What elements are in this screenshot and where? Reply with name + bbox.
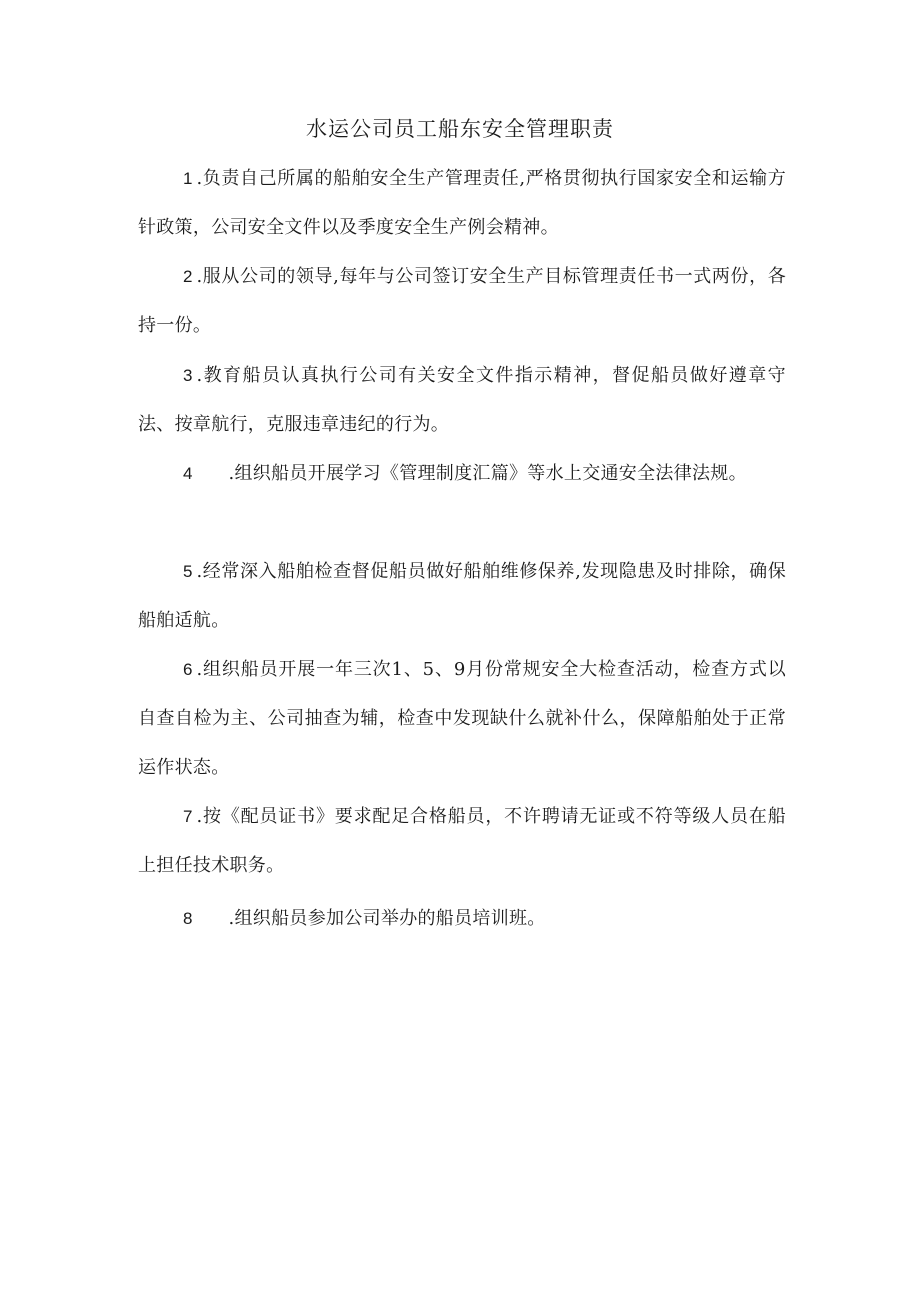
item-text: .按《配员证书》要求配足合格船员，不许聘请无证或不符等级人员在船上担任技术职务。 bbox=[138, 806, 786, 876]
duty-item-8 bbox=[138, 894, 786, 943]
item-number: 7 bbox=[183, 807, 193, 826]
duty-item-5 bbox=[138, 547, 786, 645]
item-number: 4 bbox=[183, 464, 193, 483]
item-text: .服从公司的领导,每年与公司签订安全生产目标管理责任书一式两份，各持一份。 bbox=[138, 266, 786, 336]
item-number: 3 bbox=[183, 366, 193, 385]
item-number: 5 bbox=[183, 562, 193, 581]
item-text: .组织船员开展一年三次1、5、9月份常规安全大检查活动，检查方式以自查自检为主、公司抽查为辅，检查中发现缺什么就补什么，保障船舶处于正常运作状态。 bbox=[138, 659, 786, 778]
duty-item-1 bbox=[138, 154, 786, 252]
item-text: .组织船员开展学习《管理制度汇篇》等水上交通安全法律法规。 bbox=[228, 463, 747, 484]
duty-item-6 bbox=[138, 645, 786, 792]
item-text: .负责自己所属的船舶安全生产管理责任,严格贯彻执行国家安全和运输方针政策，公司安全文件以及季度安全生产例会精神。 bbox=[138, 168, 786, 238]
item-text: .经常深入船舶检查督促船员做好船舶维修保养,发现隐患及时排除，确保船舶适航。 bbox=[138, 561, 786, 631]
item-number: 6 bbox=[183, 660, 193, 679]
item-number: 8 bbox=[183, 909, 193, 928]
item-text: .组织船员参加公司举办的船员培训班。 bbox=[228, 908, 546, 929]
item-number: 2 bbox=[183, 267, 193, 286]
item-text: .教育船员认真执行公司有关安全文件指示精神，督促船员做好遵章守法、按章航行，克服违章违纪的行为。 bbox=[138, 365, 786, 435]
duty-item-4 bbox=[138, 449, 786, 498]
item-number: 1 bbox=[183, 169, 193, 188]
duty-item-2 bbox=[138, 252, 786, 350]
document-title: 水运公司员工船东安全管理职责 bbox=[306, 117, 614, 141]
duty-item-3 bbox=[138, 351, 786, 449]
duty-item-7 bbox=[138, 792, 786, 890]
